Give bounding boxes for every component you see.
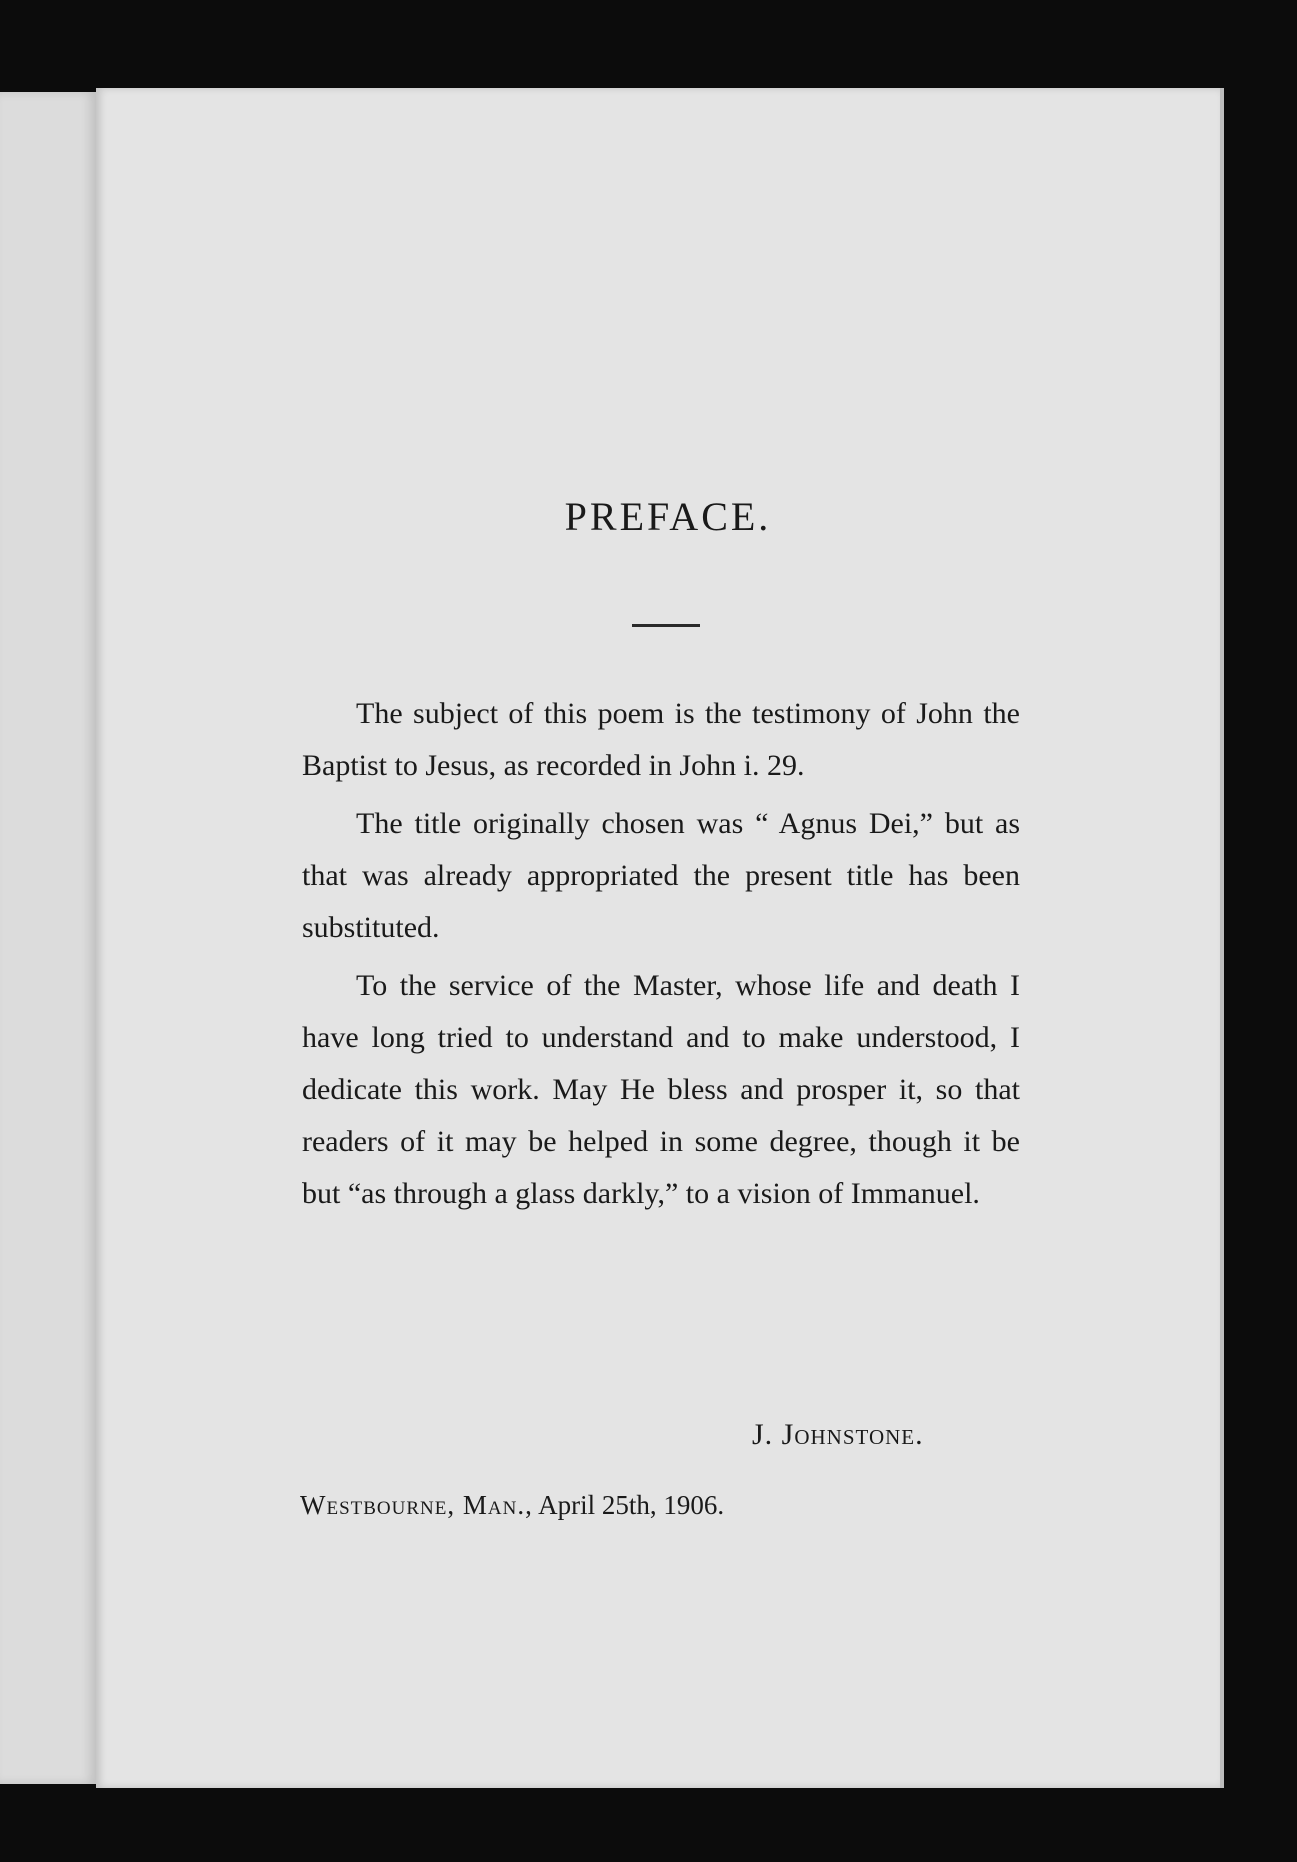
page-right-edge — [1220, 88, 1224, 1788]
page-heading: PREFACE. — [564, 494, 772, 539]
preface-body — [302, 688, 1020, 1226]
heading-rule — [632, 624, 700, 627]
author-signature: J. Johnstone. — [752, 1418, 924, 1451]
place-and-date — [300, 1490, 724, 1521]
paragraph: To the service of the Master, whose life and death I have long tried to understand and to make understood, I dedicate this work. May He bless and prosper it, so that readers of it may be helped in some degree, though it be but “as through a glass darkly,” to a vision of Immanuel. — [302, 969, 1020, 1210]
paragraph: The title originally chosen was “ Agnus Dei,” but as that was already appropriated the present title has been substituted. — [302, 807, 1020, 944]
book-page — [96, 88, 1220, 1788]
facing-page-edge — [0, 92, 98, 1784]
place-name: Westbourne, Man., — [300, 1490, 533, 1520]
paragraph: The subject of this poem is the testimony of John the Baptist to Jesus, as recorded in John i. 29. — [302, 697, 1020, 782]
date-text: April 25th, 1906. — [538, 1490, 725, 1520]
